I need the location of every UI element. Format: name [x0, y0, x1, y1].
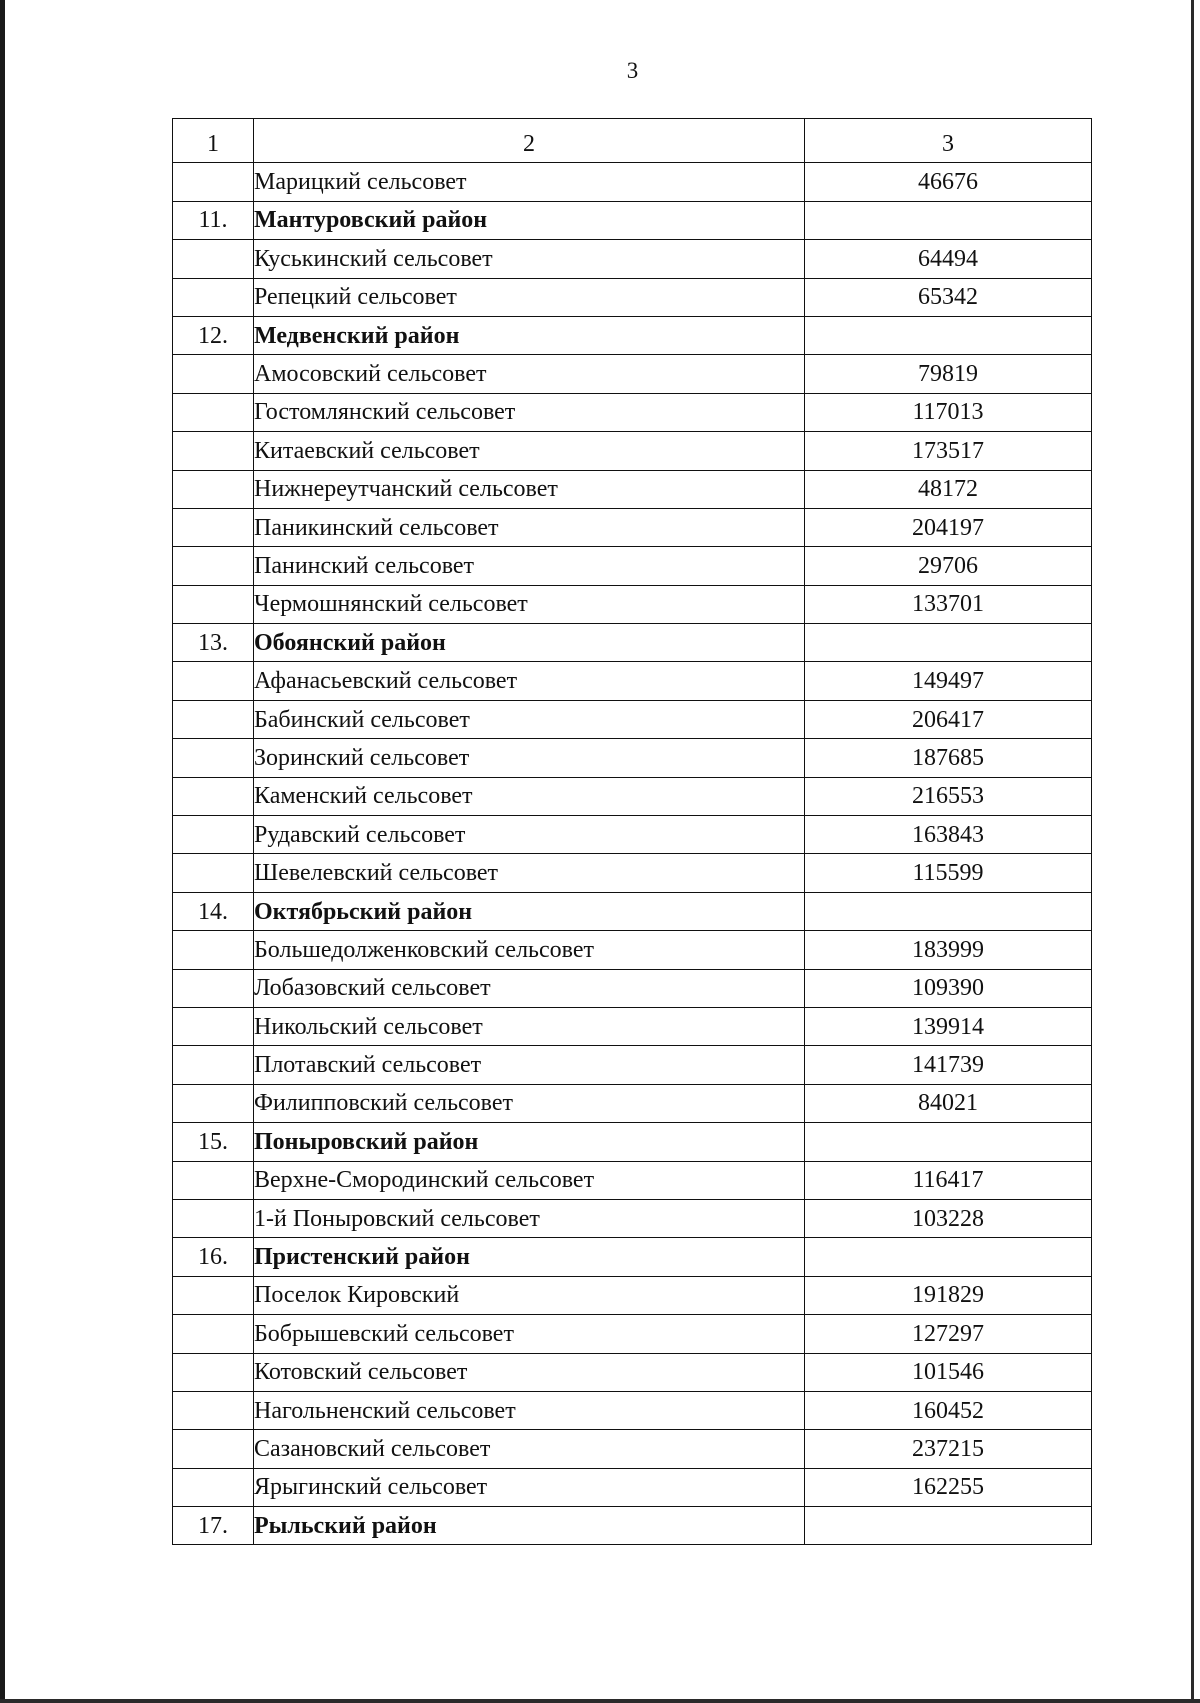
district-row: [173, 1238, 1092, 1276]
settlement-name-cell: Филипповский сельсовет: [254, 1084, 805, 1122]
row-number-cell: [173, 969, 254, 1007]
value-cell: 117013: [805, 393, 1092, 431]
table-row: [173, 1391, 1092, 1429]
row-number-cell: [173, 1430, 254, 1468]
value-cell: [805, 1123, 1092, 1161]
row-number-cell: [173, 739, 254, 777]
table-row: [173, 816, 1092, 854]
row-number-cell: [173, 1199, 254, 1237]
table-row: [173, 700, 1092, 738]
row-number-cell: 12.: [173, 316, 254, 354]
table-row: [173, 1468, 1092, 1506]
row-number-cell: [173, 777, 254, 815]
value-cell: 79819: [805, 355, 1092, 393]
row-number-cell: [173, 1084, 254, 1122]
table-row: [173, 432, 1092, 470]
row-number-cell: [173, 816, 254, 854]
row-number-cell: [173, 700, 254, 738]
row-number-cell: [173, 1315, 254, 1353]
row-number-cell: [173, 240, 254, 278]
value-cell: 206417: [805, 700, 1092, 738]
value-cell: 109390: [805, 969, 1092, 1007]
value-cell: 116417: [805, 1161, 1092, 1199]
settlement-name-cell: Бобрышевский сельсовет: [254, 1315, 805, 1353]
table-row: [173, 854, 1092, 892]
settlement-name-cell: Верхне-Смородинский сельсовет: [254, 1161, 805, 1199]
value-cell: 216553: [805, 777, 1092, 815]
table-row: [173, 240, 1092, 278]
value-cell: 29706: [805, 547, 1092, 585]
table-row: [173, 1046, 1092, 1084]
settlement-name-cell: Зоринский сельсовет: [254, 739, 805, 777]
header-col-1: 1: [173, 119, 254, 163]
row-number-cell: 13.: [173, 624, 254, 662]
value-cell: 115599: [805, 854, 1092, 892]
row-number-cell: [173, 547, 254, 585]
table-row: [173, 355, 1092, 393]
row-number-cell: [173, 854, 254, 892]
district-name-cell: Обоянский район: [254, 624, 805, 662]
table-row: [173, 1315, 1092, 1353]
settlements-table: [172, 118, 1092, 1545]
row-number-cell: [173, 508, 254, 546]
district-row: [173, 892, 1092, 930]
table-row: [173, 1276, 1092, 1314]
district-row: [173, 316, 1092, 354]
value-cell: 160452: [805, 1391, 1092, 1429]
district-name-cell: Мантуровский район: [254, 201, 805, 239]
value-cell: 133701: [805, 585, 1092, 623]
district-name-cell: Рыльский район: [254, 1507, 805, 1545]
header-col-2: 2: [254, 119, 805, 163]
table-row: [173, 1199, 1092, 1237]
settlement-name-cell: Сазановский сельсовет: [254, 1430, 805, 1468]
settlement-name-cell: Чермошнянский сельсовет: [254, 585, 805, 623]
row-number-cell: 14.: [173, 892, 254, 930]
scan-border-right: [1191, 0, 1194, 1703]
value-cell: [805, 316, 1092, 354]
district-row: [173, 624, 1092, 662]
table-row: [173, 662, 1092, 700]
scan-border-bottom: [0, 1699, 1200, 1703]
value-cell: 65342: [805, 278, 1092, 316]
value-cell: [805, 1507, 1092, 1545]
row-number-cell: 15.: [173, 1123, 254, 1161]
settlement-name-cell: Куськинский сельсовет: [254, 240, 805, 278]
settlement-name-cell: Бабинский сельсовет: [254, 700, 805, 738]
value-cell: 103228: [805, 1199, 1092, 1237]
table-row: [173, 931, 1092, 969]
district-row: [173, 201, 1092, 239]
row-number-cell: [173, 355, 254, 393]
settlement-name-cell: Шевелевский сельсовет: [254, 854, 805, 892]
row-number-cell: [173, 1391, 254, 1429]
table-row: [173, 508, 1092, 546]
value-cell: 139914: [805, 1007, 1092, 1045]
table-header-row: [173, 119, 1092, 163]
table-row: [173, 470, 1092, 508]
settlement-name-cell: Репецкий сельсовет: [254, 278, 805, 316]
table-row: [173, 1161, 1092, 1199]
district-name-cell: Пристенский район: [254, 1238, 805, 1276]
row-number-cell: [173, 393, 254, 431]
settlement-name-cell: Амосовский сельсовет: [254, 355, 805, 393]
value-cell: [805, 624, 1092, 662]
value-cell: 163843: [805, 816, 1092, 854]
settlement-name-cell: Афанасьевский сельсовет: [254, 662, 805, 700]
table-row: [173, 163, 1092, 201]
district-name-cell: Октябрьский район: [254, 892, 805, 930]
table-row: [173, 1084, 1092, 1122]
district-name-cell: Медвенский район: [254, 316, 805, 354]
settlement-name-cell: Большедолженковский сельсовет: [254, 931, 805, 969]
settlement-name-cell: Ярыгинский сельсовет: [254, 1468, 805, 1506]
settlement-name-cell: Котовский сельсовет: [254, 1353, 805, 1391]
settlement-name-cell: Рудавский сельсовет: [254, 816, 805, 854]
table-body: [173, 119, 1092, 1545]
row-number-cell: [173, 470, 254, 508]
row-number-cell: 16.: [173, 1238, 254, 1276]
table-row: [173, 393, 1092, 431]
value-cell: 101546: [805, 1353, 1092, 1391]
row-number-cell: [173, 662, 254, 700]
row-number-cell: 17.: [173, 1507, 254, 1545]
value-cell: 204197: [805, 508, 1092, 546]
row-number-cell: [173, 1276, 254, 1314]
value-cell: 183999: [805, 931, 1092, 969]
settlement-name-cell: Никольский сельсовет: [254, 1007, 805, 1045]
district-row: [173, 1507, 1092, 1545]
value-cell: [805, 1238, 1092, 1276]
value-cell: 237215: [805, 1430, 1092, 1468]
header-col-3: 3: [805, 119, 1092, 163]
row-number-cell: [173, 1353, 254, 1391]
table-row: [173, 547, 1092, 585]
row-number-cell: 11.: [173, 201, 254, 239]
settlement-name-cell: 1-й Поныровский сельсовет: [254, 1199, 805, 1237]
row-number-cell: [173, 1468, 254, 1506]
table-row: [173, 278, 1092, 316]
row-number-cell: [173, 1161, 254, 1199]
row-number-cell: [173, 1007, 254, 1045]
value-cell: 149497: [805, 662, 1092, 700]
table-row: [173, 1353, 1092, 1391]
row-number-cell: [173, 1046, 254, 1084]
table-row: [173, 1430, 1092, 1468]
row-number-cell: [173, 163, 254, 201]
settlement-name-cell: Паникинский сельсовет: [254, 508, 805, 546]
value-cell: 48172: [805, 470, 1092, 508]
settlement-name-cell: Лобазовский сельсовет: [254, 969, 805, 1007]
settlement-name-cell: Плотавский сельсовет: [254, 1046, 805, 1084]
value-cell: 64494: [805, 240, 1092, 278]
scan-border-left: [0, 0, 5, 1703]
value-cell: 187685: [805, 739, 1092, 777]
settlement-name-cell: Панинский сельсовет: [254, 547, 805, 585]
settlement-name-cell: Поселок Кировский: [254, 1276, 805, 1314]
row-number-cell: [173, 585, 254, 623]
settlement-name-cell: Китаевский сельсовет: [254, 432, 805, 470]
settlement-name-cell: Нагольненский сельсовет: [254, 1391, 805, 1429]
value-cell: 141739: [805, 1046, 1092, 1084]
value-cell: [805, 892, 1092, 930]
value-cell: 46676: [805, 163, 1092, 201]
value-cell: 127297: [805, 1315, 1092, 1353]
district-row: [173, 1123, 1092, 1161]
table-row: [173, 1007, 1092, 1045]
value-cell: [805, 201, 1092, 239]
row-number-cell: [173, 931, 254, 969]
row-number-cell: [173, 278, 254, 316]
row-number-cell: [173, 432, 254, 470]
value-cell: 162255: [805, 1468, 1092, 1506]
value-cell: 191829: [805, 1276, 1092, 1314]
value-cell: 84021: [805, 1084, 1092, 1122]
table-row: [173, 585, 1092, 623]
settlement-name-cell: Нижнереутчанский сельсовет: [254, 470, 805, 508]
district-name-cell: Поныровский район: [254, 1123, 805, 1161]
table-row: [173, 739, 1092, 777]
settlement-name-cell: Каменский сельсовет: [254, 777, 805, 815]
table-row: [173, 969, 1092, 1007]
page-number: 3: [626, 58, 639, 83]
table-row: [173, 777, 1092, 815]
value-cell: 173517: [805, 432, 1092, 470]
settlement-name-cell: Марицкий сельсовет: [254, 163, 805, 201]
settlement-name-cell: Гостомлянский сельсовет: [254, 393, 805, 431]
